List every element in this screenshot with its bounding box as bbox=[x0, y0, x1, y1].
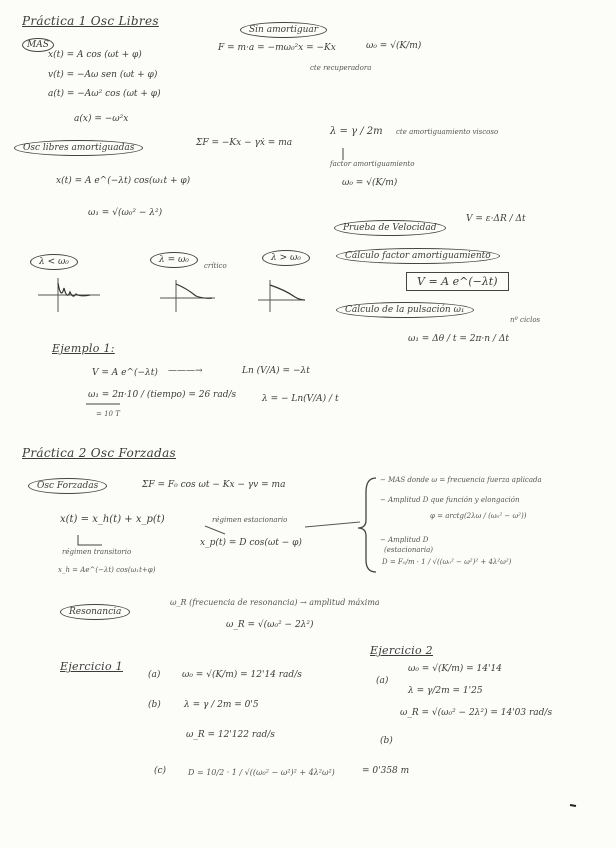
ejemplo1-arrow: ———→ bbox=[168, 366, 203, 376]
a-of-x: a(x) = −ω²x bbox=[74, 114, 129, 124]
tag-calculo-amort: Cálculo factor amortiguamiento bbox=[336, 248, 500, 264]
ejemplo1-line2b: λ = − Ln(V/A) / t bbox=[262, 394, 339, 404]
omega0-formula: ω₀ = √(K/m) bbox=[366, 41, 422, 51]
tag-mas: MAS bbox=[22, 38, 54, 52]
bullet-amplitud: − Amplitud D que función y elongación bbox=[380, 496, 520, 504]
bullet-mas: − MAS donde ω = frecuencia fuerza aplicada bbox=[380, 476, 542, 484]
brace-icon bbox=[358, 478, 376, 572]
lambda-note-2: factor amortiguamiento bbox=[330, 160, 415, 168]
section1-title: Práctica 1 Osc Libres bbox=[22, 14, 159, 28]
sum-forces-damped: ΣF = −Kx − γẋ = ma bbox=[196, 138, 293, 148]
underbrace-icon bbox=[78, 535, 102, 545]
overdamped-curve bbox=[270, 285, 305, 300]
critical-curve bbox=[176, 284, 212, 298]
x-damped: x(t) = A e^(−λt) cos(ω₁t + φ) bbox=[56, 176, 191, 186]
underdamped-curve bbox=[58, 283, 90, 296]
section2-title: Práctica 2 Osc Forzadas bbox=[22, 446, 177, 460]
ejercicio1-c-result: = 0'358 m bbox=[362, 766, 410, 776]
ejercicio1-b-label: (b) bbox=[148, 700, 161, 710]
x-particular: x_p(t) = D cos(ωt − φ) bbox=[200, 538, 302, 548]
regimen-transitorio: régimen transitorio bbox=[62, 548, 132, 556]
bullet-amplitud-d: − Amplitud D bbox=[380, 536, 429, 544]
resonancia-text: ω_R (frecuencia de resonancia) → amplitud máxima bbox=[170, 598, 380, 607]
tag-forzadas: Osc Forzadas bbox=[28, 478, 107, 494]
lambda-def: λ = γ / 2m bbox=[330, 126, 383, 137]
dash-line bbox=[305, 522, 360, 527]
ejemplo1-line1b: Ln (V/A) = −λt bbox=[242, 366, 310, 376]
ejercicio1-a: ω₀ = √(K/m) = 12'14 rad/s bbox=[182, 670, 302, 680]
v-boxed: V = A e^(−λt) bbox=[406, 272, 509, 291]
ejercicio2-b-label: (b) bbox=[380, 736, 393, 746]
case-critical: λ = ω₀ bbox=[150, 252, 198, 268]
x-of-t: x(t) = A cos (ωt + φ) bbox=[48, 50, 142, 60]
tag-velocidad: Prueba de Velocidad bbox=[334, 220, 446, 236]
velocity-formula: V = ε·ΔR / Δt bbox=[466, 214, 526, 224]
x-homogenea: x_h = Ae^(−λt) cos(ω₁t+φ) bbox=[58, 566, 156, 574]
ejemplo1-title: Ejemplo 1: bbox=[52, 342, 115, 355]
tag-resonancia: Resonancia bbox=[60, 604, 130, 620]
ejemplo1-note: = 10 T bbox=[96, 410, 120, 418]
ejemplo1-line1: V = A e^(−λt) bbox=[92, 368, 158, 378]
ejercicio1-wr: ω_R = 12'122 rad/s bbox=[186, 730, 275, 740]
ejercicio1-c-label: (c) bbox=[154, 766, 167, 776]
mark-dot bbox=[570, 805, 576, 806]
ejercicio1-title: Ejercicio 1 bbox=[60, 660, 123, 673]
ejercicio1-b: λ = γ / 2m = 0'5 bbox=[184, 700, 259, 710]
omega1-formula: ω₁ = √(ω₀² − λ²) bbox=[88, 208, 163, 218]
case-underdamped: λ < ω₀ bbox=[30, 254, 78, 270]
arrow-line bbox=[205, 526, 225, 534]
tag-sin-amortiguar: Sin amortiguar bbox=[240, 22, 327, 38]
bullet-phase: φ = arctg(2λω / (ω₀² − ω²)) bbox=[430, 512, 527, 520]
ejercicio2-b: λ = γ/2m = 1'25 bbox=[408, 686, 483, 696]
x-forced: x(t) = x_h(t) + x_p(t) bbox=[60, 514, 165, 525]
pulsacion-formula: ω₁ = Δθ / t = 2π·n / Δt bbox=[408, 334, 509, 344]
bullet-d-formula: D = F₀/m · 1 / √((ω₀² − ω²)² + 4λ²ω²) bbox=[382, 558, 512, 566]
cte-recuperadora-note: cte recuperadora bbox=[310, 64, 372, 72]
a-of-t: a(t) = −Aω² cos (ωt + φ) bbox=[48, 89, 161, 99]
ciclos-note: nº ciclos bbox=[510, 316, 541, 324]
ejercicio2-title: Ejercicio 2 bbox=[370, 644, 433, 657]
resonancia-formula: ω_R = √(ω₀² − 2λ²) bbox=[226, 620, 314, 630]
tag-pulsacion: Cálculo de la pulsación ω₁ bbox=[336, 302, 474, 318]
ejercicio2-a: ω₀ = √(K/m) = 14'14 bbox=[408, 664, 502, 674]
case-overdamped: λ > ω₀ bbox=[262, 250, 310, 266]
ejercicio1-a-label: (a) bbox=[148, 670, 161, 680]
tag-amortiguadas: Osc libres amortiguadas bbox=[14, 140, 143, 156]
regimen-estacionario: régimen estacionario bbox=[212, 516, 288, 524]
sum-forces-forced: ΣF = F₀ cos ωt − Kx − γv = ma bbox=[142, 480, 286, 490]
v-of-t: v(t) = −Aω sen (ωt + φ) bbox=[48, 70, 158, 80]
force-equation: F = m·a = −mω₀²x = −Kx bbox=[218, 43, 336, 53]
ejemplo1-line2: ω₁ = 2π·10 / (tiempo) = 26 rad/s bbox=[88, 390, 237, 400]
critical-label: crítico bbox=[204, 262, 227, 270]
bullet-estacionaria: (estacionaria) bbox=[384, 546, 433, 554]
ejercicio1-c: D = 10/2 · 1 / √((ω₀² − ω²)² + 4λ²ω²) bbox=[188, 768, 335, 777]
ejercicio2-a-label: (a) bbox=[376, 676, 389, 686]
ejercicio2-wr: ω_R = √(ω₀² − 2λ²) = 14'03 rad/s bbox=[400, 708, 553, 718]
omega0-formula-2: ω₀ = √(K/m) bbox=[342, 178, 398, 188]
lambda-note: cte amortiguamiento viscoso bbox=[396, 128, 499, 136]
